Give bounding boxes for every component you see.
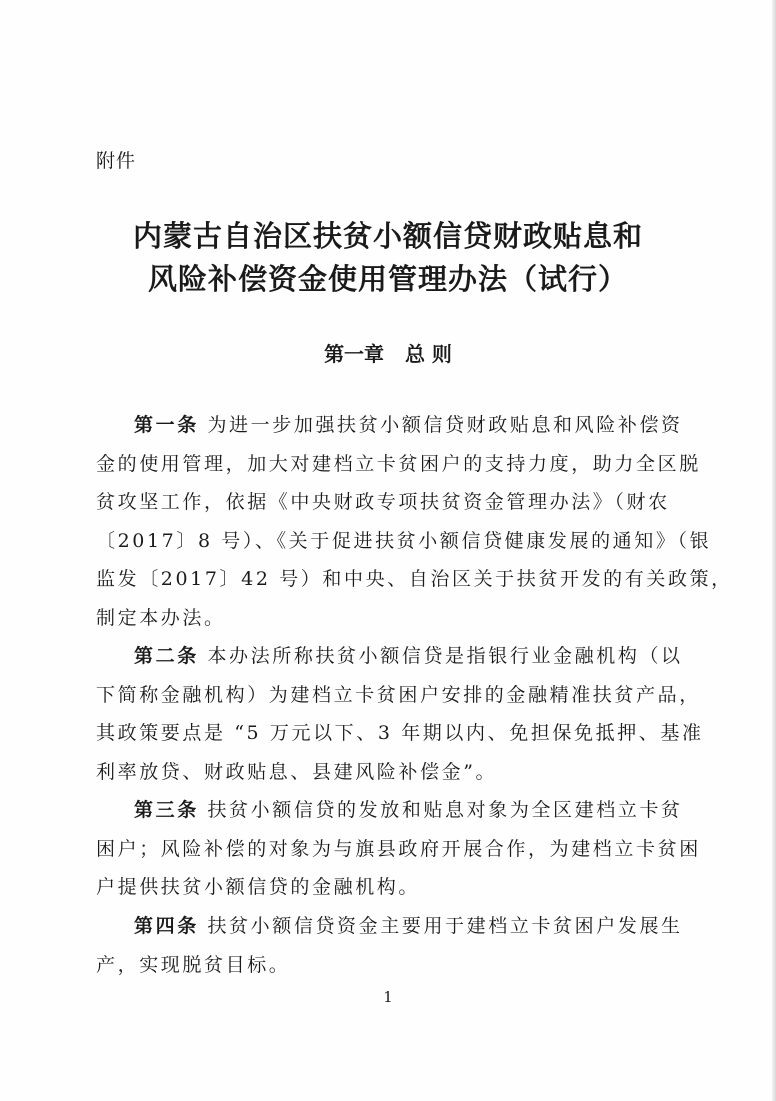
article-4-line-2: 产，实现脱贫目标。 (96, 953, 291, 976)
article-1-line-3: 贫攻坚工作，依据《中央财政专项扶贫资金管理办法》（财农 (96, 491, 670, 513)
article-3-line-1 (96, 791, 700, 830)
article-1-text-1: 为进一步加强扶贫小额信贷财政贴息和风险补偿资 (207, 414, 683, 436)
article-3 (96, 791, 700, 907)
attachment-label: 附件 (96, 150, 137, 172)
scan-edge-shadow (772, 0, 776, 1101)
article-4 (96, 907, 700, 984)
article-2-line-3: 其政策要点是 “5 万元以下、3 年期以内、免担保免抵押、基准 (96, 722, 704, 744)
page-number: 1 (383, 988, 393, 1006)
article-1-line-1 (96, 406, 700, 445)
article-1 (96, 406, 733, 637)
article-3-label: 第三条 (134, 799, 199, 821)
document-title-line-2: 风险补偿资金使用管理办法（试行） (147, 262, 628, 296)
document-title-line-1: 内蒙古自治区扶贫小额信贷财政贴息和 (132, 219, 643, 253)
article-1-line-5: 监发〔2017〕42 号）和中央、自治区关于扶贫开发的有关政策， (96, 568, 733, 590)
article-1-label: 第一条 (134, 414, 199, 436)
article-2-line-2: 下简称金融机构）为建档立卡贫困户安排的金融精准扶贫产品， (96, 683, 701, 706)
article-3-text-1: 扶贫小额信贷的发放和贴息对象为全区建档立卡贫 (207, 799, 683, 821)
article-3-line-2: 困户；风险补偿的对象为与旗县政府开展合作，为建档立卡贫困 (96, 837, 701, 860)
article-4-label: 第四条 (134, 915, 199, 937)
article-2 (96, 637, 704, 791)
article-2-line-4: 利率放贷、财政贴息、县建风险补偿金”。 (96, 760, 498, 783)
article-1-line-6: 制定本办法。 (96, 606, 226, 629)
chapter-heading: 第一章 总 则 (324, 342, 452, 366)
article-2-text-1: 本办法所称扶贫小额信贷是指银行业金融机构（以 (207, 645, 683, 667)
article-1-line-4: 〔2017〕8 号）、《关于促进扶贫小额信贷健康发展的通知》（银 (96, 529, 712, 552)
article-2-line-1 (96, 637, 700, 676)
article-3-line-3: 户提供扶贫小额信贷的金融机构。 (96, 876, 421, 898)
article-1-line-2: 金的使用管理，加大对建档立卡贫困户的支持力度，助力全区脱 (96, 452, 701, 475)
article-2-label: 第二条 (134, 645, 199, 667)
article-4-line-1 (96, 907, 700, 946)
article-4-text-1: 扶贫小额信贷资金主要用于建档立卡贫困户发展生 (207, 915, 683, 937)
